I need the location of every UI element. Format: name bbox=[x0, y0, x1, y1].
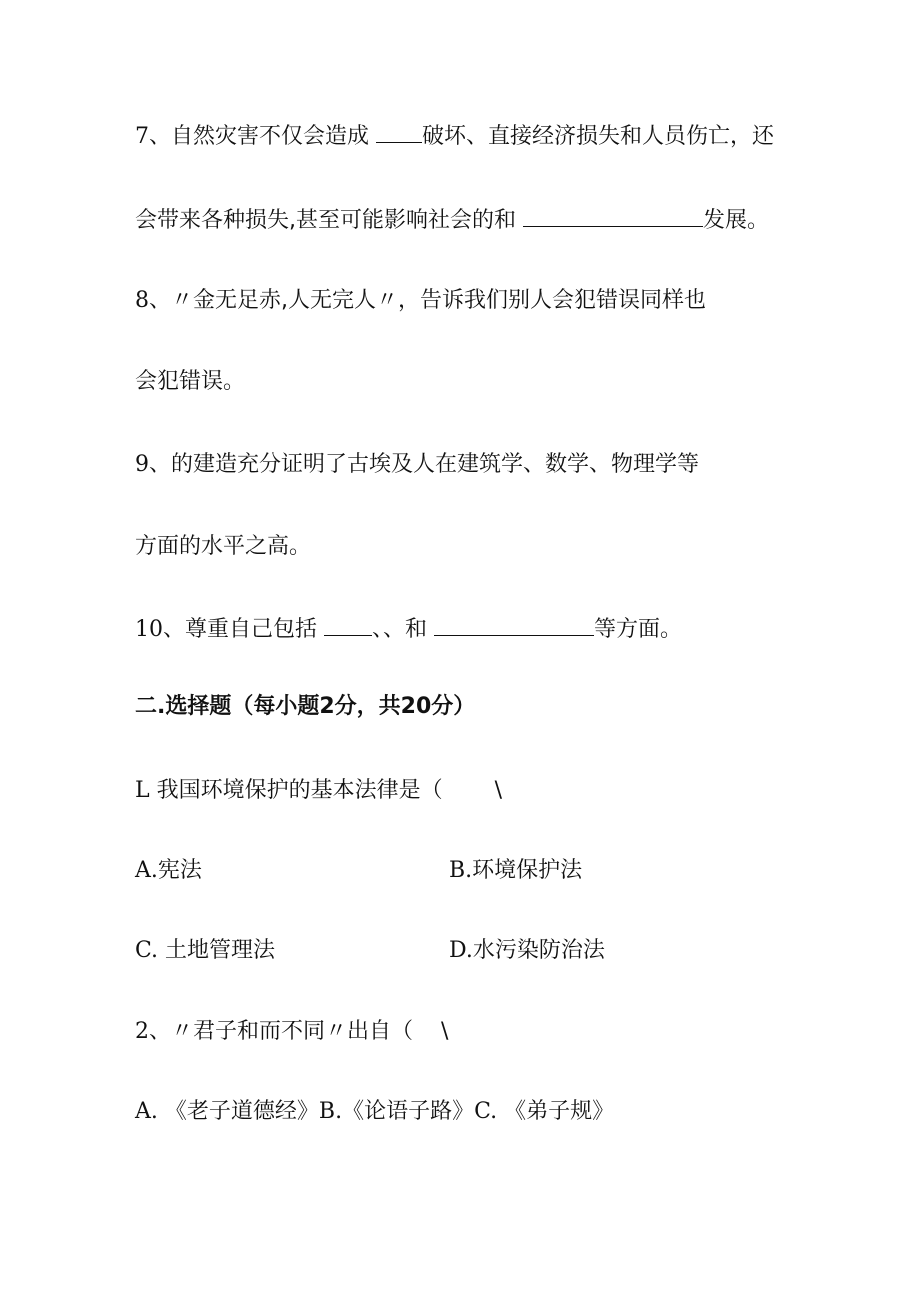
q10-blank-1[interactable] bbox=[324, 613, 372, 636]
q10-text-part1: 尊重自己包括 bbox=[185, 617, 318, 642]
mc-q2-text: 〃君子和而不同〃出自（ bbox=[171, 1019, 414, 1044]
q7-text-part1: 自然灾害不仅会造成 bbox=[171, 124, 370, 149]
q9-text-line2: 方面的水平之高。 bbox=[135, 534, 312, 559]
option-text: 环境保护法 bbox=[472, 858, 583, 883]
option-text: 《老子道德经》 bbox=[164, 1099, 319, 1124]
mc-q1-text: 我国环境保护的基本法律是（ bbox=[156, 778, 443, 803]
option-text: 宪法 bbox=[157, 858, 202, 883]
mc-q1-option-a[interactable] bbox=[135, 856, 202, 886]
q10-number: 10、 bbox=[135, 617, 185, 642]
q9-text-line1: 的建造充分证明了古埃及人在建筑学、数学、物理学等 bbox=[171, 452, 700, 477]
option-letter: A. bbox=[135, 858, 158, 883]
mc-q2-options bbox=[135, 1097, 614, 1127]
q9-line1 bbox=[135, 450, 699, 480]
mc-q1-stem bbox=[135, 776, 502, 806]
q10-blank-2[interactable] bbox=[434, 613, 594, 636]
mc-q1-option-c[interactable] bbox=[135, 936, 275, 966]
q7-blank-2[interactable] bbox=[523, 204, 703, 227]
option-text: 《弟子规》 bbox=[504, 1099, 615, 1124]
mc-q2-option-a[interactable] bbox=[135, 1099, 319, 1124]
q8-text-line1: 〃金无足赤,人无完人〃，告诉我们别人会犯错误同样也 bbox=[171, 288, 706, 313]
q7-line1 bbox=[135, 120, 774, 152]
q7-line2-part1: 会带来各种损失,甚至可能影响社会的和 bbox=[135, 208, 516, 233]
option-letter: D. bbox=[449, 938, 473, 963]
option-letter: B. bbox=[318, 1099, 343, 1124]
q7-blank-1[interactable] bbox=[376, 120, 422, 143]
mc-q2-option-c[interactable] bbox=[474, 1099, 614, 1124]
option-text: 水污染防治法 bbox=[472, 938, 605, 963]
option-letter: C. bbox=[474, 1099, 498, 1124]
mc-q2-option-b[interactable] bbox=[319, 1099, 474, 1124]
mc-q1-option-b[interactable] bbox=[449, 856, 582, 886]
q10-text-part2: 、、和 bbox=[372, 617, 428, 642]
option-letter: C. bbox=[135, 938, 159, 963]
q7-text-part2: 破坏、直接经济损失和人员伤亡，还 bbox=[422, 124, 775, 149]
q9-line2 bbox=[135, 532, 311, 562]
mc-q2-stem bbox=[135, 1017, 448, 1047]
q7-number: 7、 bbox=[135, 124, 171, 149]
mc-q2-number: 2、 bbox=[135, 1019, 171, 1044]
q8-line2 bbox=[135, 367, 245, 397]
option-letter: A. bbox=[135, 1099, 158, 1124]
section-2-heading: 二.选择题（每小题2分，共20分） bbox=[135, 694, 476, 719]
mc-q2-close: \ bbox=[441, 1019, 449, 1044]
option-text: 土地管理法 bbox=[165, 938, 276, 963]
q10-line bbox=[135, 613, 682, 645]
mc-q1-close: \ bbox=[494, 778, 503, 803]
q9-number: 9、 bbox=[135, 452, 171, 477]
option-text: 《论语子路》 bbox=[342, 1099, 475, 1124]
option-letter: B. bbox=[449, 858, 473, 883]
mc-q1-option-d[interactable] bbox=[449, 936, 605, 966]
mc-q1-number: L bbox=[135, 778, 150, 803]
q8-line1 bbox=[135, 286, 706, 316]
q8-number: 8、 bbox=[135, 288, 171, 313]
q8-text-line2: 会犯错误。 bbox=[135, 369, 246, 394]
q7-line2-part2: 发展。 bbox=[703, 208, 770, 233]
q10-text-part3: 等方面。 bbox=[594, 617, 683, 642]
q7-line2 bbox=[135, 204, 769, 236]
